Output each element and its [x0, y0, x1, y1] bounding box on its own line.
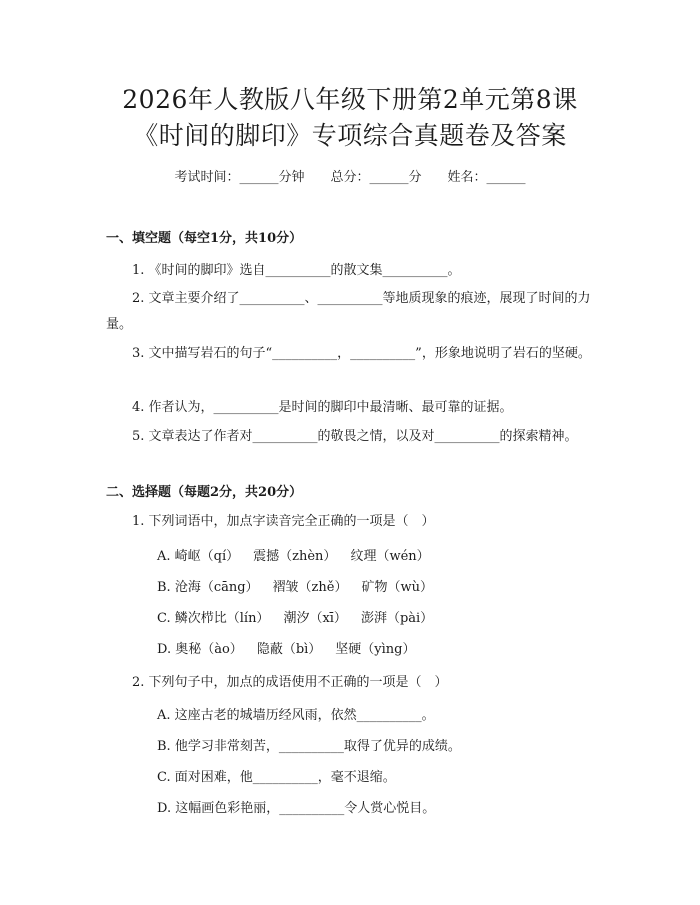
option-c-item-1: C. 鳞次栉比（lín）: [157, 611, 270, 626]
choice-2-option-d: D. 这幅画色彩艳丽，__________令人赏心悦目。: [157, 801, 436, 816]
fill-question-2: 2. 文章主要介绍了__________、__________等地质现象的痕迹，展现了时间的力量。: [106, 291, 591, 332]
title-line-1: 2026年人教版八年级下册第2单元第8课: [122, 85, 578, 114]
choice-2-option-c: C. 面对困难，他__________，毫不退缩。: [157, 770, 396, 785]
exam-time-field: 考试时间：______分钟: [174, 170, 305, 185]
option-b-item-1: B. 沧海（cāng）: [157, 580, 259, 595]
section-2-heading: 二、选择题（每题2分，共20分）: [106, 485, 303, 500]
choice-1-option-d: [157, 640, 416, 660]
choice-question-1-stem: 1. 下列词语中，加点字读音完全正确的一项是（ ）: [132, 514, 435, 529]
fill-question-4: 4. 作者认为，__________是时间的脚印中最清晰、最可靠的证据。: [132, 400, 513, 415]
option-b-item-3: 矿物（wù）: [361, 580, 433, 595]
option-a-item-2: 震撼（zhèn）: [253, 549, 337, 564]
exam-info: [0, 168, 700, 188]
choice-1-option-b: [157, 578, 433, 598]
option-c-item-3: 澎湃（pài）: [360, 611, 434, 626]
section-1-heading: 一、填空题（每空1分，共10分）: [106, 231, 303, 246]
name-field: 姓名：______: [447, 170, 526, 185]
title-line-2: 《时间的脚印》专项综合真题卷及答案: [133, 121, 567, 150]
option-a-item-1: A. 崎岖（qí）: [157, 549, 240, 564]
fill-question-3: 3. 文中描写岩石的句子“__________，__________”，形象地说明了岩石的坚硬。: [132, 346, 591, 361]
fill-question-1: 1. 《时间的脚印》选自__________的散文集__________。: [132, 263, 461, 278]
choice-1-option-c: [157, 609, 433, 629]
choice-2-option-a: A. 这座古老的城墙历经风雨，依然__________。: [157, 708, 435, 723]
option-a-item-3: 纹理（wén）: [350, 549, 430, 564]
option-c-item-2: 潮汐（xī）: [283, 611, 347, 626]
total-score-field: 总分：______分: [330, 170, 422, 185]
option-d-item-2: 隐蔽（bì）: [256, 642, 322, 657]
choice-question-2-stem: 2. 下列句子中，加点的成语使用不正确的一项是（ ）: [132, 675, 448, 690]
choice-2-option-b: B. 他学习非常刻苦，__________取得了优异的成绩。: [157, 739, 461, 754]
option-d-item-1: D. 奥秘（ào）: [157, 642, 243, 657]
choice-1-option-a: [157, 547, 430, 567]
option-d-item-3: 坚硬（yìng）: [335, 642, 416, 657]
fill-question-5: 5. 文章表达了作者对__________的敬畏之情，以及对__________的探索精神。: [132, 429, 578, 444]
option-b-item-2: 褶皱（zhě）: [272, 580, 348, 595]
